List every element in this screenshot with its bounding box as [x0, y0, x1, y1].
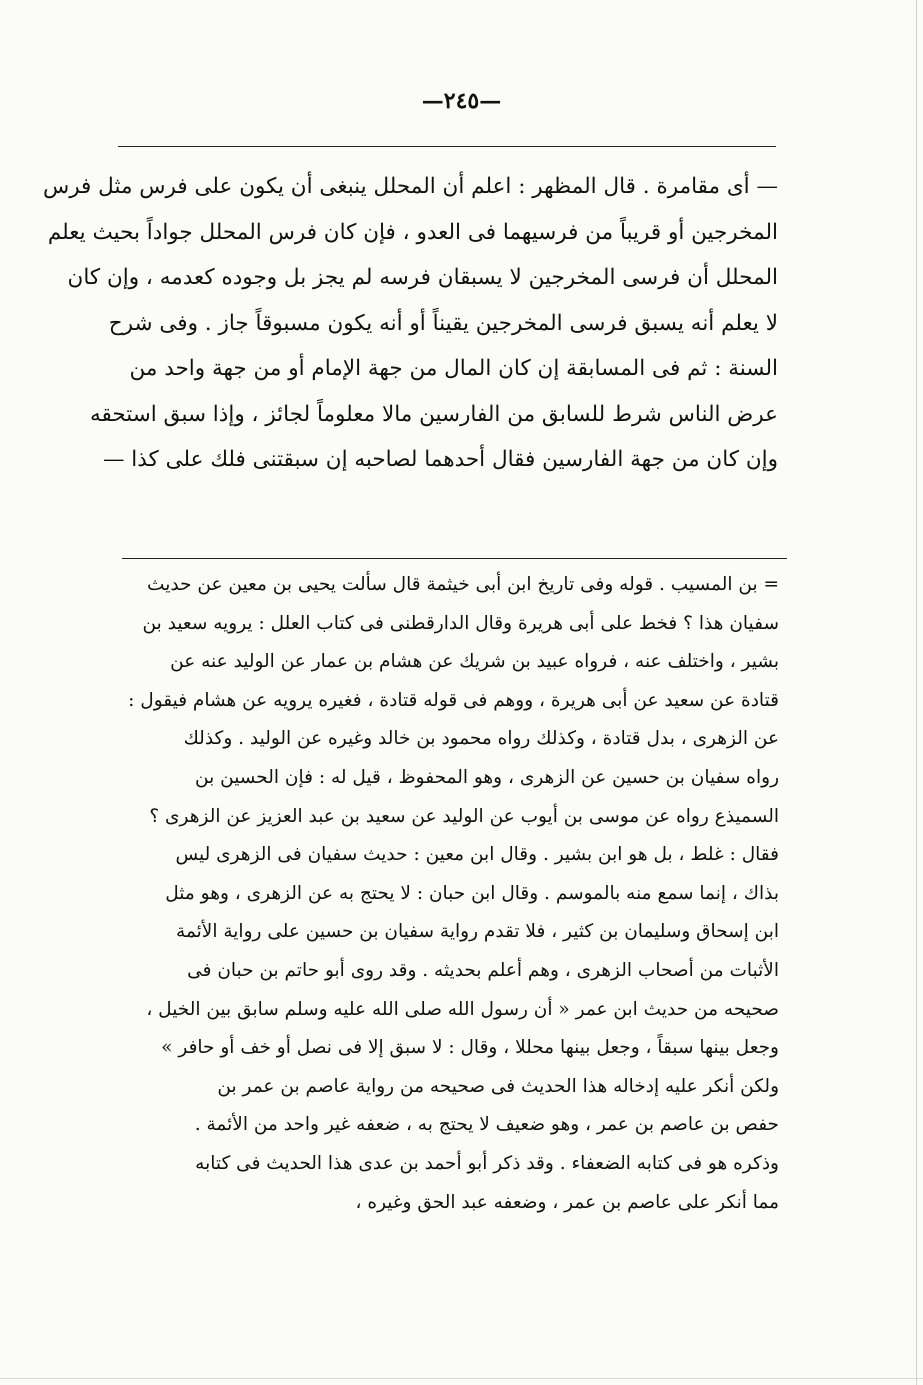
page-edge-bottom: [0, 1378, 923, 1379]
footnote-line: الأثبات من أصحاب الزهرى ، وهم أعلم بحديثه . وقد روى أبو حاتم بن حبان فى: [187, 959, 779, 981]
footnote-line: ولكن أنكر عليه إدخاله هذا الحديث فى صحيحه من رواية عاصم بن عمر بن: [217, 1075, 779, 1097]
page-number: —٢٤٥—: [421, 88, 502, 114]
main-text-line: السنة : ثم فى المسابقة إن كان المال من جهة الإمام أو من جهة واحد من: [129, 356, 778, 381]
main-text-line: وإن كان من جهة الفارسين فقال أحدهما لصاحبه إن سبقتنى فلك على كذا —: [102, 447, 778, 472]
footnote-line: صحيحه من حديث ابن عمر « أن رسول الله صلى الله عليه وسلم سابق بين الخيل ،: [146, 998, 779, 1020]
footnote-line: قتادة عن سعيد عن أبى هريرة ، ووهم فى قوله قتادة ، فغيره يرويه عن هشام فيقول :: [128, 689, 779, 711]
footnote-line: مما أنكر على عاصم بن عمر ، وضعفه عبد الحق وغيره ،: [355, 1191, 779, 1213]
footnote-line: حفص بن عاصم بن عمر ، وهو ضعيف لا يحتج به ، ضعفه غير واحد من الأئمة .: [194, 1114, 779, 1136]
footnote-line: السميذع رواه عن موسى بن أيوب عن الوليد عن سعيد بن عبد العزيز عن الزهرى ؟: [149, 805, 779, 827]
footnote-line: وجعل بينها سبقاً ، وجعل بينها محللا ، وقال : لا سبق إلا فى نصل أو خف أو حافر »: [161, 1037, 779, 1059]
footnote-line: بشير ، واختلف عنه ، فرواه عبيد بن شريك عن هشام بن عمار عن الوليد عنه عن: [170, 651, 779, 673]
main-text-line: المخرجين أو قريباً من فرسيهما فى العدو ، فإن كان فرس المحلل جواداً بحيث يعلم: [47, 219, 778, 245]
footnote-line: = بن المسيب . قوله وفى تاريخ ابن أبى خيثمة قال سألت يحيى بن معين عن حديث: [147, 574, 779, 595]
footnote-line: عن الزهرى ، بدل قتادة ، وكذلك رواه محمود بن خالد وغيره عن الوليد . وكذلك: [183, 728, 779, 750]
top-rule: [118, 146, 776, 147]
main-text-line: المحلل أن فرسى المخرجين لا يسبقان فرسه لم يجز بل وجوده كعدمه ، وإن كان: [67, 265, 778, 290]
footnotes-block: [113, 576, 779, 1232]
footnote-line: سفيان هذا ؟ فخط على أبى هريرة وقال الدارقطنى فى كتاب العلل : يرويه سعيد بن: [142, 612, 779, 634]
footnote-separator-rule: [122, 558, 787, 559]
footnote-line: رواه سفيان بن حسين عن الزهرى ، وهو المحفوظ ، قيل له : فإن الحسين بن: [195, 766, 779, 788]
footnote-line: فقال : غلط ، بل هو ابن بشير . وقال ابن معين : حديث سفيان فى الزهرى ليس: [175, 844, 779, 866]
page-edge-right: [916, 0, 917, 1385]
main-text-line: عرض الناس شرط للسابق من الفارسين مالا معلوماً لجائز ، وإذا سبق استحقه: [89, 401, 778, 427]
main-text-line: — أى مقامرة . قال المظهر : اعلم أن المحلل ينبغى أن يكون على فرس مثل فرس: [42, 174, 778, 199]
footnote-line: بذاك ، إنما سمع منه بالموسم . وقال ابن حبان : لا يحتج به عن الزهرى ، وهو مثل: [165, 882, 779, 904]
main-text-block: [42, 174, 778, 495]
main-text-line: لا يعلم أنه يسبق فرسى المخرجين يقيناً أو أنه يكون مسبوقاً جاز . وفى شرح: [108, 310, 778, 336]
footnote-line: وذكره هو فى كتابه الضعفاء . وقد ذكر أبو أحمد بن عدى هذا الحديث فى كتابه: [195, 1152, 779, 1174]
footnote-line: ابن إسحاق وسليمان بن كثير ، فلا تقدم رواية سفيان بن حسين على رواية الأئمة: [176, 921, 779, 943]
